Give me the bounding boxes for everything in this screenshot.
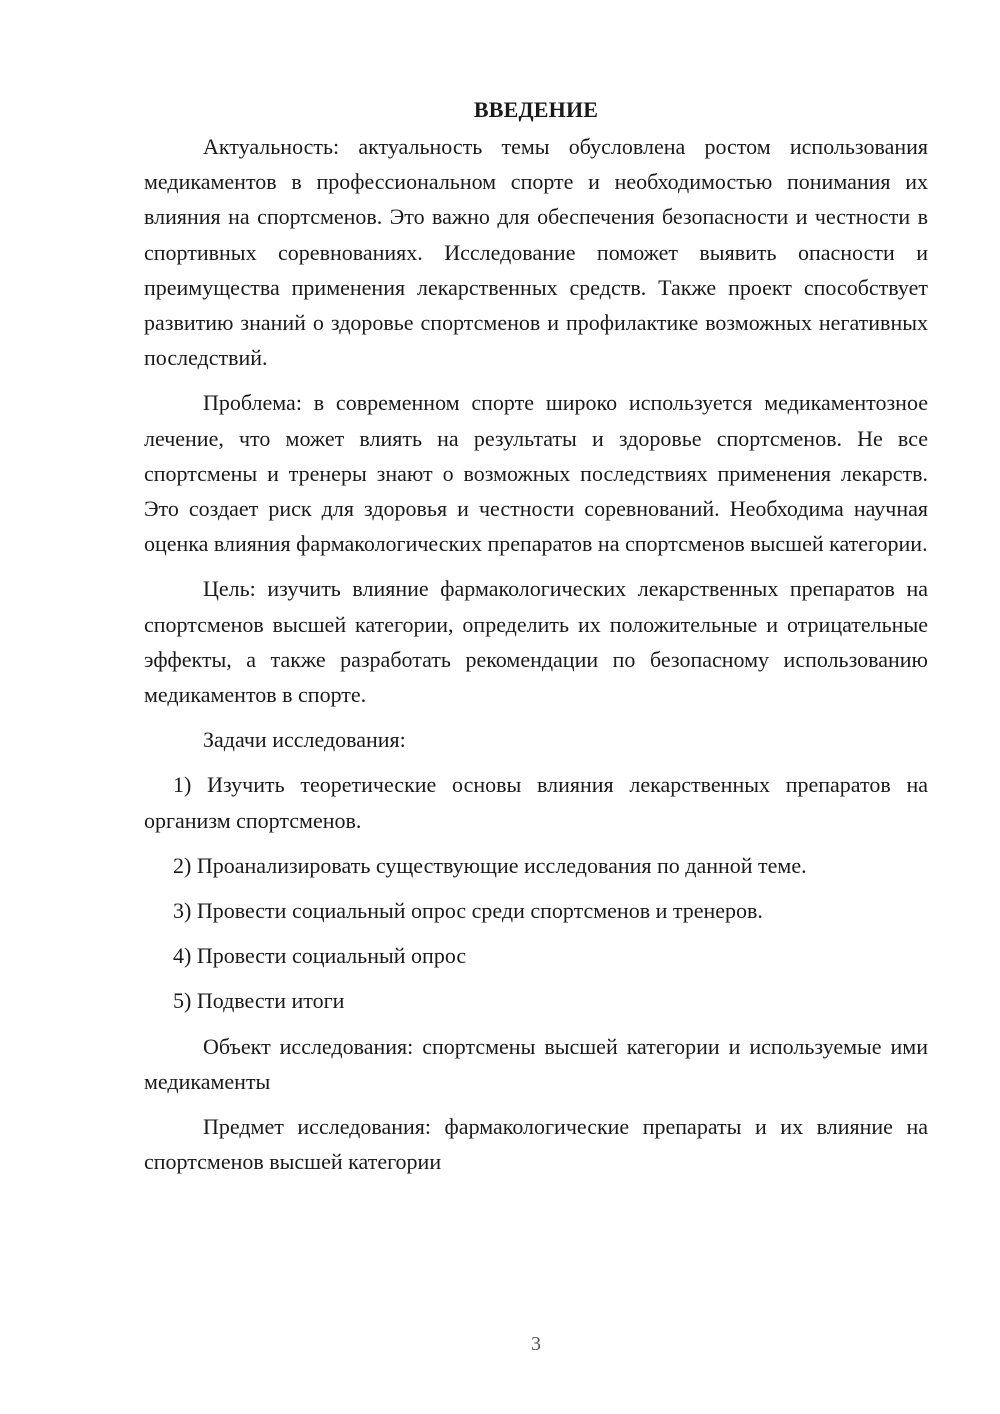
goal-paragraph: Цель: изучить влияние фармакологических лекарственных препаратов на спортсменов высшей категории, определить их положительные и отрицательные эффекты, а также разработать рекомендации по безопасному использованию медикаментов в спорте. [144, 576, 928, 708]
task-item-3: 3) Провести социальный опрос среди спортсменов и тренеров. [173, 898, 763, 924]
task-item-2: 2) Проанализировать существующие исследования по данной теме. [173, 852, 807, 878]
subject-paragraph: Предмет исследования: фармакологические препараты и их влияние на спортсменов высшей категории [144, 1114, 928, 1175]
document-page [144, 92, 928, 1189]
problem-paragraph: Проблема: в современном спорте широко используется медикаментозное лечение, что может влиять на результаты и здоровье спортсменов. Не все спортсмены и тренеры знают о возможных последствиях применения лекарств. Это создает риск для здоровья и честности соревнований. Необходима научная оценка влияния фармакологических препаратов на спортсменов высшей категории. [144, 390, 928, 557]
page-title: ВВЕДЕНИЕ [473, 97, 599, 122]
task-item-1: 1) Изучить теоретические основы влияния лекарственных препаратов на организм спортсменов. [144, 772, 928, 833]
object-paragraph: Объект исследования: спортсмены высшей категории и используемые ими медикаменты [144, 1033, 928, 1094]
task-item-5: 5) Подвести итоги [173, 988, 345, 1014]
relevance-paragraph: Актуальность: актуальность темы обусловлена ростом использования медикаментов в профессиональном спорте и необходимостью понимания их влияния на спортсменов. Это важно для обеспечения безопасности и честности в спортивных соревнованиях. Исследование поможет выявить опасности и преимущества применения лекарственных средств. Также проект способствует развитию знаний о здоровье спортсменов и профилактике возможных негативных последствий. [144, 134, 928, 371]
page-number: 3 [531, 1333, 541, 1355]
tasks-heading: Задачи исследования: [203, 727, 406, 753]
task-item-4: 4) Провести социальный опрос [173, 943, 467, 969]
